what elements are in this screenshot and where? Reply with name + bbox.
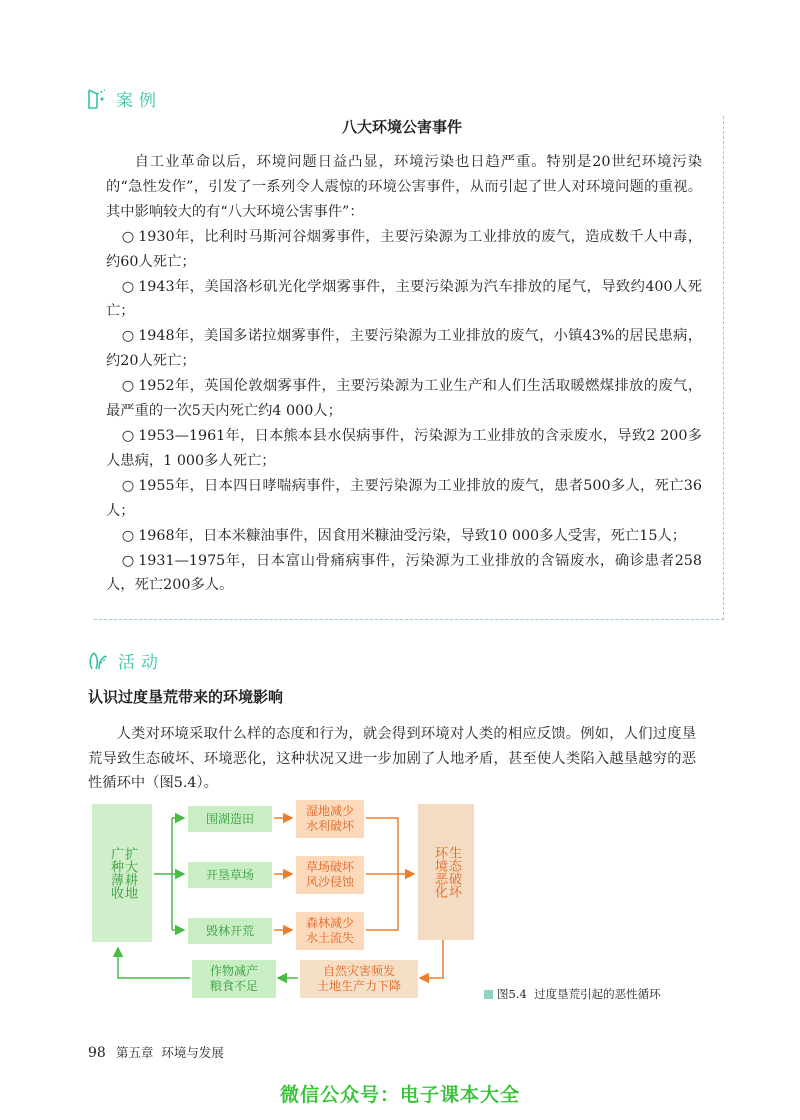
bullet-mark: ○ [121, 378, 135, 395]
wechat-banner: 微信公众号：电子课本大全 [279, 1084, 520, 1106]
case-item-text: 1955年，日本四日哮喘病事件，主要污染源为工业排放的废气，患者500多人，死亡36人； [106, 477, 702, 519]
node-action: 毁林开荒 [188, 918, 272, 944]
node-feedback-line: 粮食不足 [209, 979, 258, 993]
node-end-text: 生态破坏环境恶化 [432, 846, 461, 898]
node-effect [296, 912, 364, 950]
case-item [106, 275, 702, 325]
caption-square-icon [484, 990, 493, 999]
node-effect [296, 800, 364, 838]
node-effect [296, 856, 364, 894]
book-icon [86, 87, 108, 111]
case-item [106, 474, 702, 524]
node-feedback-crop [192, 960, 276, 998]
activity-section-header [86, 648, 164, 673]
case-item-text: 1952年，英国伦敦烟雾事件，主要污染源为工业生产和人们生活取暖燃煤排放的废气，最严重的一次5天内死亡约4 000人； [106, 378, 702, 420]
node-end [418, 804, 474, 940]
case-item-text: 1931—1975年，日本富山骨痛病事件，污染源为工业排放的含镉废水，确诊患者258人，死亡200多人。 [106, 552, 702, 594]
case-item [106, 549, 702, 599]
hand-sprout-icon [86, 649, 110, 673]
page-number: 98 [88, 1045, 106, 1061]
node-effect-line: 水土流失 [305, 931, 354, 945]
bullet-mark: ○ [121, 278, 135, 295]
caption-text: 过度垦荒引起的恶性循环 [534, 987, 661, 1001]
node-action: 开垦草场 [188, 862, 272, 888]
case-intro: 自工业革命以后，环境问题日益凸显，环境污染也日趋严重。特别是20世纪环境污染的“急性发作”，引发了一系列令人震惊的环境公害事件，从而引起了世人对环境问题的重视。其中影响较大的有“八大环境公害事件”： [106, 154, 702, 220]
node-feedback-line: 自然灾害频发 [322, 964, 395, 978]
case-item-text: 1943年，美国洛杉矶光化学烟雾事件，主要污染源为汽车排放的尾气，导致约400人死亡； [106, 278, 702, 320]
figure-caption [484, 986, 661, 1002]
figure-5-4-diagram [88, 800, 488, 1005]
bullet-mark: ○ [121, 228, 135, 245]
case-item-text: 1968年，日本米糠油事件，因食用米糠油受污染，导致10 000多人受害，死亡15人； [138, 527, 687, 544]
node-start [92, 804, 152, 942]
case-section-header [86, 86, 162, 111]
case-item [106, 374, 702, 424]
case-item [106, 524, 702, 549]
bullet-mark: ○ [121, 427, 135, 444]
node-effect-line: 水利破坏 [305, 819, 354, 833]
activity-header-label: 活动 [118, 653, 164, 673]
page-footer [88, 1043, 224, 1061]
node-feedback-disaster [300, 960, 418, 998]
case-item-text: 1930年，比利时马斯河谷烟雾事件，主要污染源为工业排放的废气，造成数千人中毒，约60人死亡； [106, 228, 702, 270]
case-item-text: 1953—1961年，日本熊本县水俣病事件，污染源为工业排放的含汞废水，导致2 200多人患病，1 000多人死亡； [106, 427, 702, 469]
node-feedback-line: 土地生产力下降 [316, 979, 401, 993]
case-body [106, 150, 702, 598]
node-effect-line: 森林减少 [305, 916, 354, 930]
bullet-mark: ○ [121, 527, 135, 544]
case-title: 八大环境公害事件 [341, 118, 462, 136]
bullet-mark: ○ [121, 552, 135, 569]
caption-number: 图5.4 [497, 987, 527, 1001]
activity-title: 认识过度垦荒带来的环境影响 [88, 688, 284, 706]
case-item [106, 424, 702, 474]
case-item [106, 225, 702, 275]
node-effect-line: 湿地减少 [305, 804, 354, 818]
node-effect-line: 风沙侵蚀 [305, 875, 354, 889]
chapter-title: 环境与发展 [161, 1045, 224, 1060]
chapter-label: 第五章 [115, 1045, 154, 1060]
bullet-mark: ○ [121, 477, 135, 494]
node-effect-line: 草场破坏 [305, 860, 354, 874]
node-action: 围湖造田 [188, 806, 272, 832]
bullet-mark: ○ [121, 328, 135, 345]
case-header-label: 案例 [116, 91, 162, 111]
case-item [106, 324, 702, 374]
node-feedback-line: 作物减产 [209, 964, 258, 978]
activity-body: 人类对环境采取什么样的态度和行为，就会得到环境对人类的相应反馈。例如，人们过度垦荒导致生态破坏、环境恶化，这种状况又进一步加剧了人地矛盾，甚至使人类陷入越垦越穷的恶性循环中（图5.4）。 [88, 726, 696, 791]
case-item-text: 1948年，美国多诺拉烟雾事件，主要污染源为工业排放的废气，小镇43%的居民患病，约20人死亡； [106, 328, 702, 370]
node-start-text: 扩大耕地广种薄收 [108, 847, 137, 899]
